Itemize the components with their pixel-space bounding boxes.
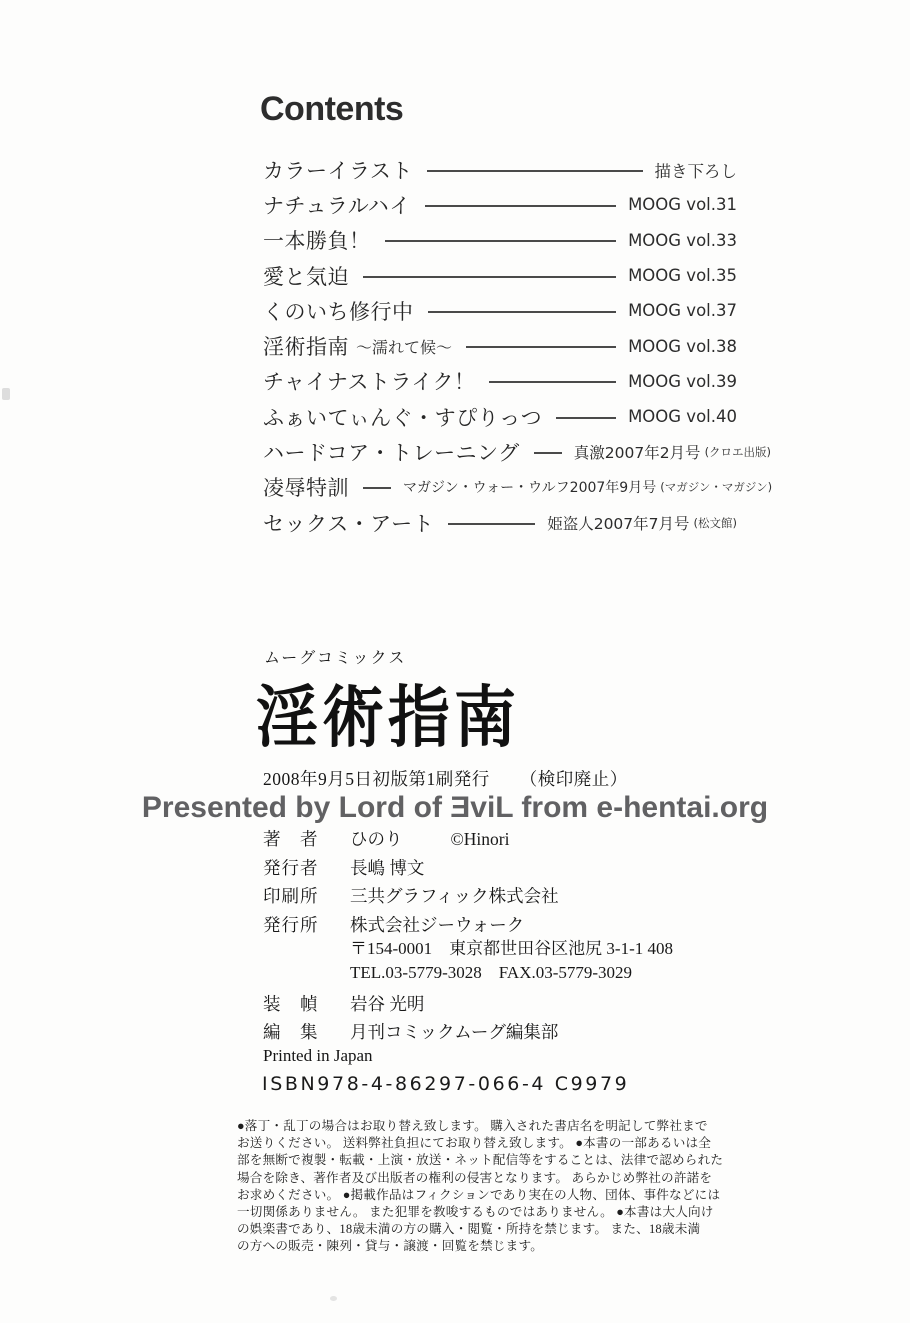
toc-row: [263, 364, 737, 399]
printer-name: 三共グラフィック株式会社: [350, 886, 559, 906]
scan-artifact-mark: [330, 1296, 337, 1301]
toc-leader-line: [425, 205, 616, 207]
toc-entry-subtitle: ～濡れて候～: [356, 337, 453, 357]
toc-leader-line: [489, 381, 616, 383]
toc-row: [263, 293, 737, 328]
toc-entry-title: カラーイラスト: [263, 158, 413, 183]
toc-row: [263, 258, 737, 293]
fine-print-line: ●落丁・乱丁の場合はお取り替え致します。 購入された書店名を明記して弊社まで: [237, 1119, 708, 1133]
toc-entry-title: ハードコア・トレーニング: [263, 441, 520, 466]
series-label: ムーグコミックス: [264, 648, 407, 667]
toc-leader-line: [556, 417, 616, 419]
toc-entry-source: MOOG vol.31: [628, 195, 737, 215]
author-label: 著 者: [263, 829, 319, 849]
toc-entry-source: MOOG vol.35: [628, 266, 737, 286]
toc-entry-source-note: (マガジン・マガジン): [660, 480, 773, 495]
toc-row: [263, 399, 737, 434]
fine-print-line: の方への販売・陳列・貸与・譲渡・回覧を禁じます。: [237, 1239, 544, 1254]
colophon-row-design: [263, 995, 743, 1014]
colophon-row-office: [263, 916, 743, 935]
publisher-label: 発行者: [263, 857, 319, 878]
toc-row: [263, 328, 737, 363]
toc-leader-line: [448, 523, 535, 525]
toc-row: [263, 470, 773, 505]
toc-entry-source: マガジン・ウォー・ウルフ2007年9月号: [403, 480, 657, 497]
toc-row: [263, 505, 737, 540]
toc-leader-line: [427, 170, 643, 172]
toc-entry-source-note: (松文館): [693, 515, 737, 530]
toc-row: [263, 152, 737, 187]
toc-leader-line: [534, 452, 562, 454]
book-title-logo: 淫術指南: [256, 678, 521, 757]
edition-note: （検印廃止）: [519, 769, 628, 789]
toc-entry-source: MOOG vol.38: [628, 336, 737, 356]
fine-print-line: の娯楽書であり、18歳未満の方の購入・閲覧・所持を禁じます。 また、18歳未満: [237, 1222, 701, 1237]
legal-fine-print: [237, 1118, 741, 1256]
toc-entry-title: 一本勝負！: [263, 229, 371, 254]
toc-entry-title: チャイナストライク！: [263, 370, 476, 395]
colophon-row-publisher: [263, 859, 743, 878]
toc-leader-line: [466, 346, 616, 348]
toc-leader-line: [363, 276, 616, 278]
toc-entry-title: ふぁいてぃんぐ・すぴりっつ: [263, 405, 543, 430]
edition-date: 2008年9月5日初版第1刷発行: [263, 769, 490, 789]
fine-print-line: お求めください。 ●掲載作品はフィクションであり実在の人物、団体、事件などには: [237, 1187, 721, 1202]
toc-entry-source: 姫盗人2007年7月号: [547, 514, 690, 533]
toc-entry-source: 描き下ろし: [654, 161, 737, 181]
fine-print-line: 部を無断で複製・転載・上演・放送・ネット配信等をすることは、法律で認められた: [237, 1153, 724, 1168]
toc-entry-source: MOOG vol.37: [628, 301, 737, 321]
toc-entry-title: 凌辱特訓: [263, 476, 349, 501]
toc-entry-source: 真激2007年2月号: [573, 444, 701, 463]
fine-print-line: 場合を除き、著作者及び出版者の権利の侵害となります。 あらかじめ弊社の許諾を: [237, 1170, 713, 1185]
fine-print-line: お送りください。 送料弊社負担にてお取り替え致します。 ●本書の一部あるいは全: [237, 1136, 712, 1151]
watermark-text: Presented by Lord of ƎviL from e-hentai.org: [141, 791, 769, 824]
scan-artifact-mark: [2, 388, 10, 400]
toc-entry-title: くのいち修行中: [263, 299, 414, 324]
printer-label: 印刷所: [263, 886, 319, 906]
colophon-row-author: [263, 830, 743, 849]
toc-entry-source: MOOG vol.39: [628, 371, 737, 391]
editing-department: 月刊コミックムーグ編集部: [350, 1022, 559, 1042]
toc-row: [263, 223, 737, 258]
colophon: [263, 830, 743, 1042]
toc-entry-title: 愛と気迫: [263, 264, 349, 289]
publisher-name: 長嶋 博文: [350, 857, 425, 878]
toc-leader-line: [363, 487, 391, 489]
author-name: ひのり: [350, 829, 403, 849]
office-phone: TEL.03-5779-3028 FAX.03-5779-3029: [350, 962, 633, 982]
toc-entry-source: MOOG vol.40: [628, 407, 737, 427]
editing-label: 編 集: [263, 1022, 319, 1042]
office-label: 発行所: [263, 914, 319, 935]
toc-row: [263, 187, 737, 222]
copyright-notice: ©Hinori: [450, 829, 510, 849]
colophon-row-printer: [263, 887, 743, 906]
isbn-number: ISBN978-4-86297-066-4 C9979: [262, 1073, 630, 1095]
design-label: 装 幀: [263, 993, 319, 1014]
edition-line: [263, 766, 628, 791]
toc-entry-title: ナチュラルハイ: [263, 193, 411, 218]
toc-entry-source: MOOG vol.33: [628, 230, 737, 250]
office-address: 〒154-0001 東京都世田谷区池尻 3-1-1 408: [350, 939, 673, 958]
fine-print-line: 一切関係ありません。 また犯罪を教唆するものではありません。 ●本書は大人向け: [237, 1205, 714, 1220]
colophon-row-editing: [263, 1023, 743, 1042]
printed-in-japan: Printed in Japan: [263, 1046, 373, 1065]
toc-entry-title: 淫術指南: [263, 335, 349, 360]
designer-name: 岩谷 光明: [350, 993, 425, 1014]
table-of-contents: [263, 152, 773, 540]
toc-leader-line: [428, 311, 617, 313]
office-name: 株式会社ジーウォーク: [350, 914, 525, 935]
toc-row: [263, 434, 772, 469]
contents-heading: Contents: [260, 90, 404, 128]
toc-entry-title: セックス・アート: [263, 511, 435, 536]
toc-entry-source-note: (クロエ出版): [704, 445, 772, 460]
toc-leader-line: [385, 240, 617, 242]
